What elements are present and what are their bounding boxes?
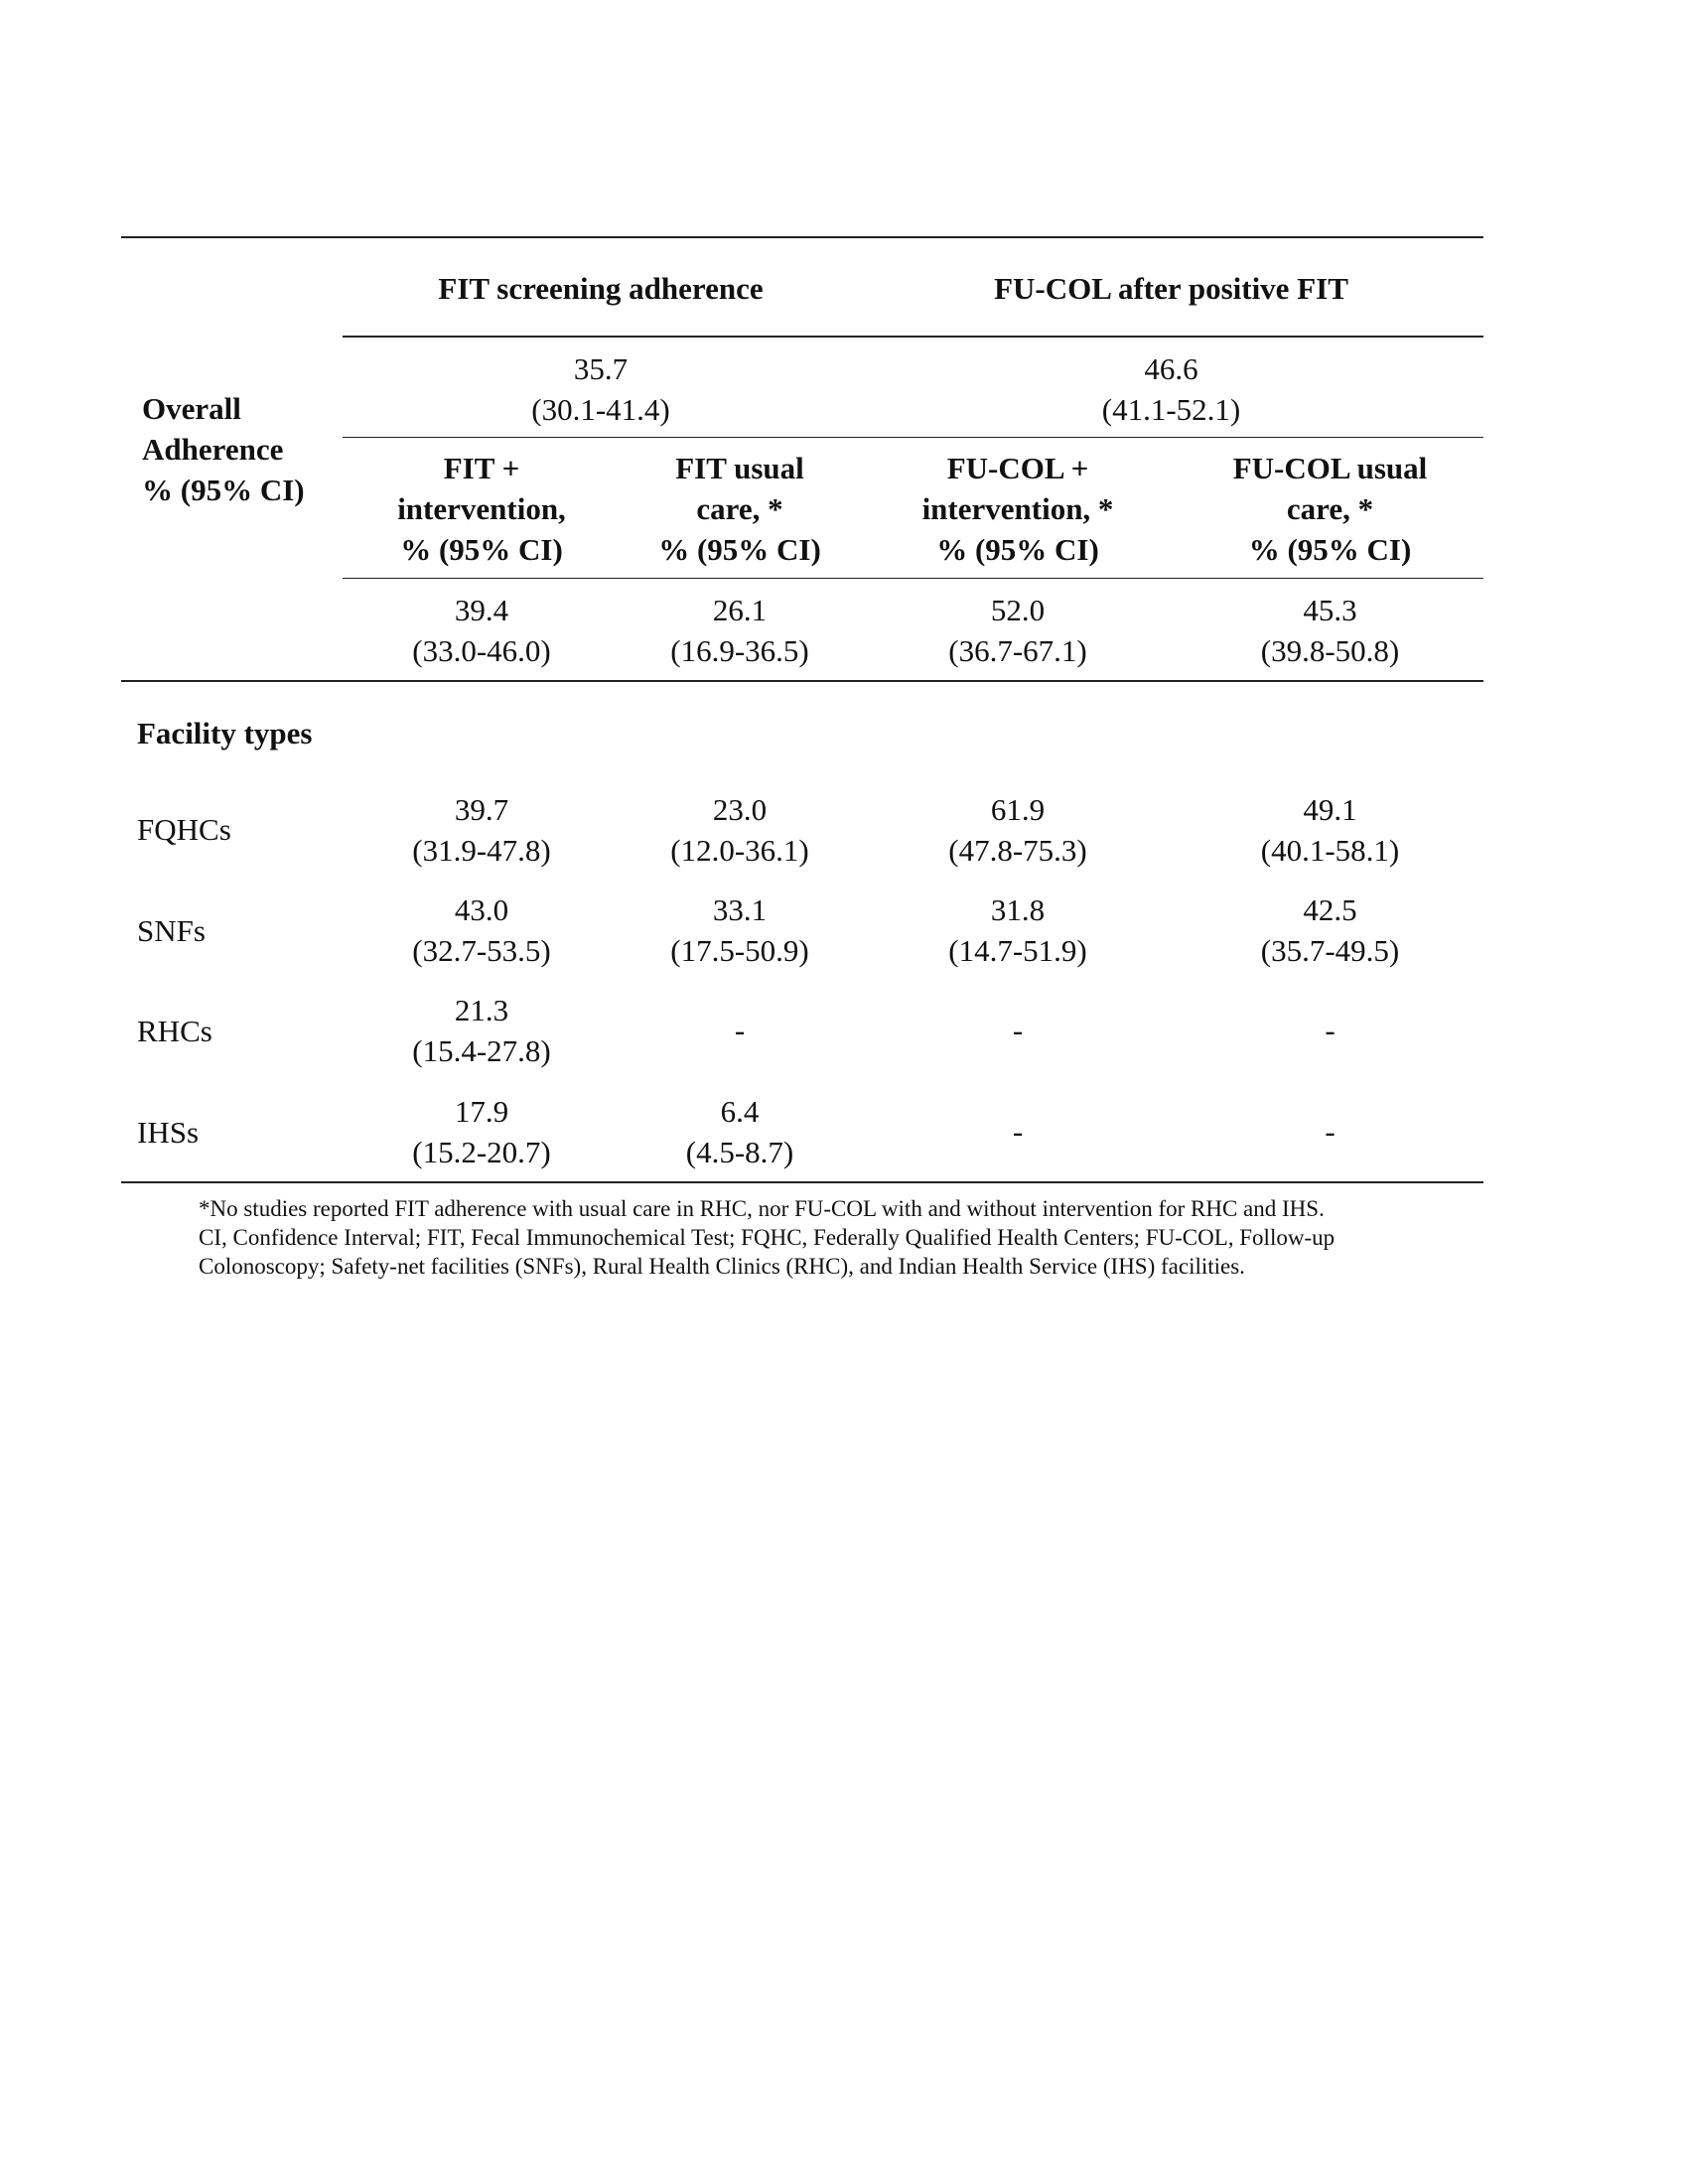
table-cell: - xyxy=(1012,1114,1024,1149)
subheader-rule xyxy=(343,578,1483,579)
table-top-rule xyxy=(121,236,1483,238)
overall-arm-cell: 52.0 (36.7-67.1) xyxy=(948,593,1087,668)
group-header-rule xyxy=(343,336,1483,338)
table-cell: 6.4 (4.5-8.7) xyxy=(685,1094,794,1169)
table-cell: 61.9 (47.8-75.3) xyxy=(948,792,1087,868)
table-cell: 17.9 (15.2-20.7) xyxy=(412,1094,551,1169)
table-cell: 49.1 (40.1-58.1) xyxy=(1260,792,1400,868)
overall-fit-value: 35.7 (30.1-41.4) xyxy=(531,351,670,427)
table-cell: - xyxy=(734,1013,746,1047)
table-cell: - xyxy=(1325,1013,1336,1047)
overall-arm-cell: 39.4 (33.0-46.0) xyxy=(412,593,551,668)
table-cell: - xyxy=(1012,1013,1024,1047)
overall-arm-cell: 26.1 (16.9-36.5) xyxy=(670,593,809,668)
row-label-ihss: IHSs xyxy=(137,1115,200,1150)
table-cell: 21.3 (15.4-27.8) xyxy=(412,993,551,1068)
row-label-rhcs: RHCs xyxy=(137,1014,212,1048)
overall-arm-cell: 45.3 (39.8-50.8) xyxy=(1260,593,1400,668)
row-label-snfs: SNFs xyxy=(137,913,206,948)
table-bottom-rule xyxy=(121,1181,1483,1183)
subheader-fit-usual-care: FIT usual care, * % (95% CI) xyxy=(658,451,821,567)
table-cell: 39.7 (31.9-47.8) xyxy=(412,792,551,868)
table-cell: 43.0 (32.7-53.5) xyxy=(412,892,551,968)
footnote-line: CI, Confidence Interval; FIT, Fecal Immunochemical Test; FQHC, Federally Qualified Health Centers; FU-COL, Follow-up xyxy=(199,1225,1336,1250)
group-header-fucol: FU-COL after positive FIT xyxy=(994,271,1348,306)
group-header-fit: FIT screening adherence xyxy=(438,271,764,306)
overall-adherence-label: Overall Adherence % (95% CI) xyxy=(142,391,305,507)
table-cell: 31.8 (14.7-51.9) xyxy=(948,892,1087,968)
table-cell: - xyxy=(1325,1114,1336,1149)
table-cell: 23.0 (12.0-36.1) xyxy=(670,792,809,868)
table-cell: 33.1 (17.5-50.9) xyxy=(670,892,809,968)
overall-value-rule xyxy=(343,437,1483,438)
row-label-fqhcs: FQHCs xyxy=(137,812,231,847)
facility-types-label: Facility types xyxy=(137,716,313,751)
table-cell: 42.5 (35.7-49.5) xyxy=(1260,892,1400,968)
table-footnote xyxy=(199,1194,1479,1281)
subheader-fucol-intervention: FU-COL + intervention, * % (95% CI) xyxy=(921,451,1114,567)
overall-section-bottom-rule xyxy=(121,680,1483,682)
subheader-fucol-usual-care: FU-COL usual care, * % (95% CI) xyxy=(1232,451,1428,567)
footnote-line: *No studies reported FIT adherence with usual care in RHC, nor FU-COL with and without intervention for RHC and IHS. xyxy=(199,1196,1325,1221)
overall-fucol-value: 46.6 (41.1-52.1) xyxy=(1101,351,1241,427)
subheader-fit-intervention: FIT + intervention, % (95% CI) xyxy=(397,451,566,567)
footnote-line: Colonoscopy; Safety-net facilities (SNFs), Rural Health Clinics (RHC), and Indian Health Service (IHS) facilities. xyxy=(199,1254,1245,1279)
